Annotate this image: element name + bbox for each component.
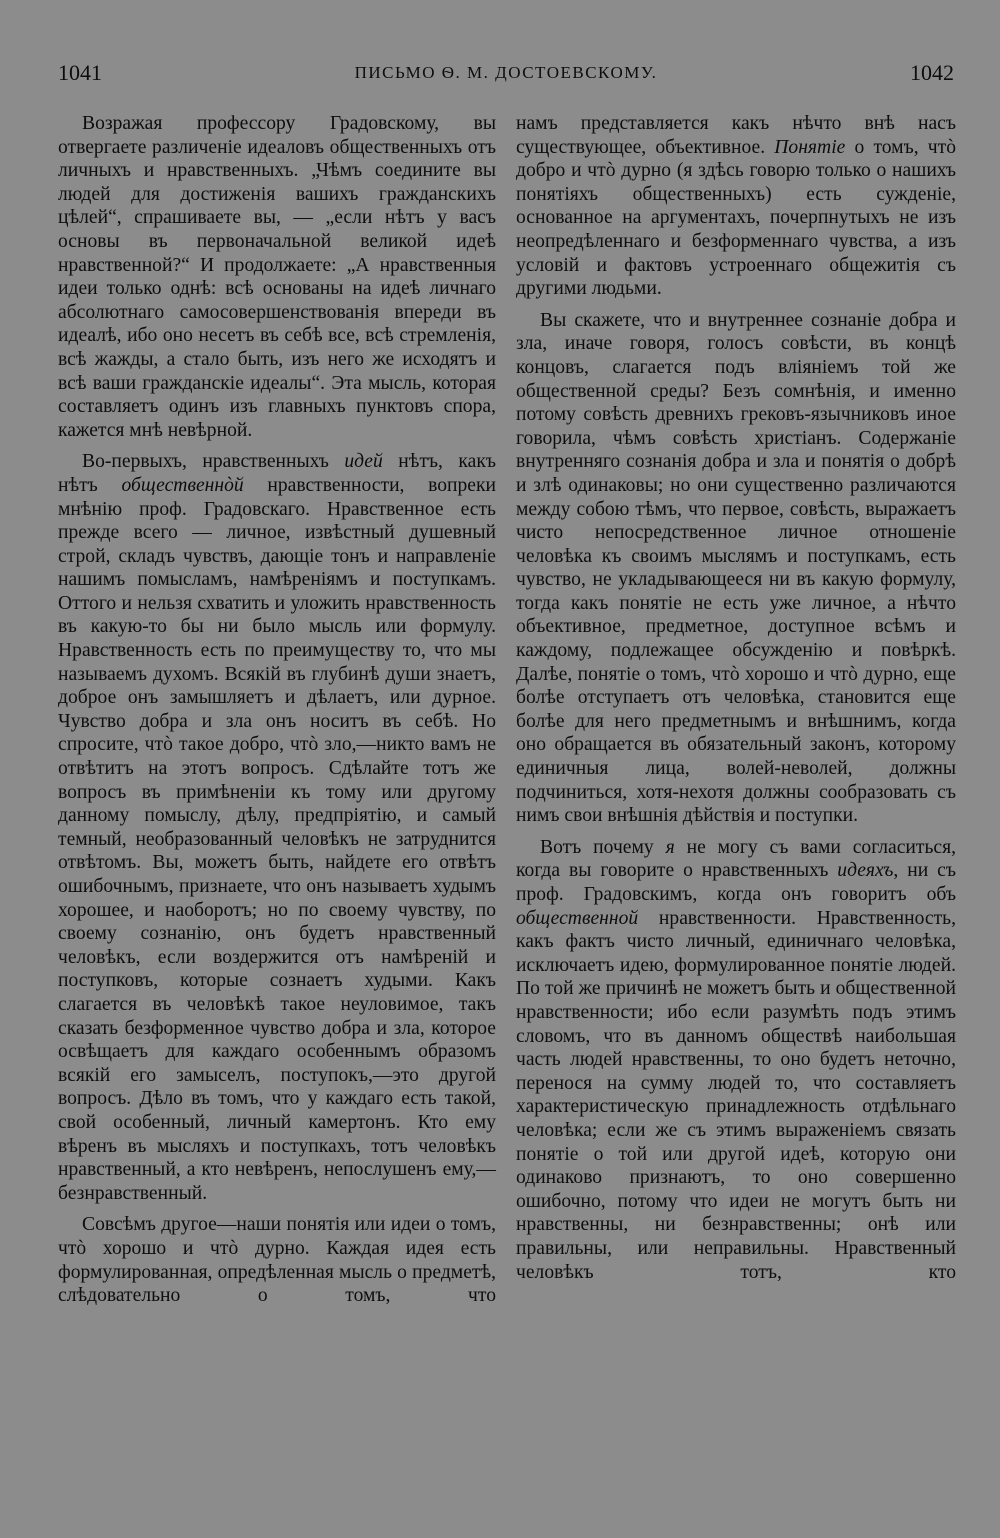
emphasis: идей [344, 451, 383, 473]
text-span: не могу съ вами согласиться, когда вы говорите о нравственныхъ [516, 836, 957, 882]
text-span: о томъ, чтò добро и чтò дурно (я здѣсь говорю только о нашихъ понятіяхъ общественныхъ) есть сужденіе, основанное на аргументахъ, почерпнутыхъ не изъ неопредѣленнаго и безформеннаго чувства, а изъ условій и фактовъ устроеннаго общежитія съ другими людьми. [516, 136, 956, 300]
paragraph: Вы скажете, что и внутреннее сознаніе добра и зла, иначе говоря, голосъ совѣсти, въ концѣ концовъ, слагается подъ вліяніемъ той же общественной среды? Безъ сомнѣнія, и именно потому совѣсть древнихъ грековъ-язычниковъ иное говорила, чѣмъ совѣсть христіанъ. Содержаніе внутренняго сознанія добра и зла и понятія о добрѣ и злѣ одинаковы; но они существенно различаются между собою тѣмъ, что первое, совѣсть, выражаетъ чисто непосредственное личное отношеніе человѣка къ своимъ мыслямъ и поступкамъ, есть чувство, не укладывающееся ни въ какую формулу, тогда какъ понятіе не есть уже личное, а нѣчто объективное, предметное, доступное всѣмъ и каждому, подлежащее обсужденію и повѣркѣ. Далѣе, понятіе о томъ, чтò хорошо и чтò дурно, еще болѣе отступаетъ отъ человѣка, становится еще болѣе для него предметнымъ и внѣшнимъ, когда оно обращается въ обязательный законъ, которому единичныя лица, волей-неволей, должны подчиниться, хотя-нехотя должны сообразовать съ нимъ свои внѣшнія дѣйствія и поступки. [516, 309, 956, 827]
text-span: Во-первыхъ, нравственныхъ [82, 451, 345, 473]
text-span: , ни съ проф. Градовскимъ, когда онъ говоритъ объ [516, 860, 956, 905]
paragraph [516, 112, 956, 301]
text-span: Вотъ почему [540, 836, 666, 858]
page-number-left: 1041 [58, 60, 102, 85]
paragraph [58, 450, 496, 1205]
text-span: нравственности. Нравственность, какъ фактъ чисто личный, единичнаго человѣка, исключаетъ идею, формулированное понятіе людей. По той же причинѣ не можетъ быть и общественной нравственности; ибо если разумѣть подъ этимъ словомъ, что въ данномъ обществѣ наибольшая часть людей нравственны, то оно будетъ неточно, перенося на сумму людей то, что составляетъ характеристическую принадлежность отдѣльнаго человѣка; если же съ этимъ выраженіемъ связать понятіе о той или другой идеѣ, которую они одинаково признаютъ, то оно совершенно ошибочно, потому что идеи не могутъ быть ни нравственны, ни безнравственны; онѣ или правильны, или неправильны. Нравственный человѣкъ тотъ, кто [516, 907, 956, 1283]
paragraph [516, 836, 956, 1284]
right-column [516, 112, 956, 1284]
text-span: намъ представляется какъ нѣчто внѣ насъ существующее, объективное. [516, 113, 956, 158]
emphasis: я [665, 836, 675, 858]
emphasis: общественнòй [121, 474, 244, 496]
emphasis: Понятіе [774, 136, 846, 158]
emphasis: идеяхъ [837, 860, 894, 882]
emphasis: общественной [516, 907, 639, 929]
running-title: ПИСЬМО Ѳ. М. ДОСТОЕВСКОМУ. [354, 63, 658, 82]
paragraph: Совсѣмъ другое—наши понятія или идеи о томъ, чтò хорошо и чтò дурно. Каждая идея есть формулированная, опредѣленная мысль о предметѣ, слѣдовательно о томъ, что [58, 1214, 496, 1307]
page-number-right: 1042 [910, 60, 954, 85]
paragraph: Возражая профессору Градовскому, вы отвергаете различеніе идеаловъ общественныхъ отъ личныхъ и нравственныхъ. „Чѣмъ соедините вы людей для достиженія вашихъ гражданскихъ цѣлей“, спрашиваете вы, — „если нѣтъ у васъ основы въ первоначальной великой идеѣ нравственной?“ И продолжаете: „А нравственныя идеи только однѣ: всѣ основаны на идеѣ личнаго абсолютнаго самосовершенствованія впереди въ идеалѣ, ибо оно несетъ въ себѣ все, всѣ стремленія, всѣ жажды, а стало быть, изъ него же исходятъ и всѣ ваши гражданскіе идеалы“. Эта мысль, которая составляетъ одинъ изъ главныхъ пунктовъ спора, кажется мнѣ невѣрной. [58, 113, 496, 441]
page-header [58, 60, 954, 92]
left-column [58, 112, 496, 1308]
text-span: нравственности, вопреки мнѣнію проф. Градовскаго. Нравственное есть прежде всего — личное, извѣстный душевный строй, складъ чувствъ, дающіе тонъ и направленіе нашимъ помысламъ, намѣреніямъ и поступкамъ. Оттого и нельзя схватить и уложить нравственность въ какую-то бы ни было мысль или формулу. Нравственность есть по преимуществу то, что мы называемъ духомъ. Всякій въ глубинѣ души знаетъ, доброе онъ замышляетъ и дѣлаетъ, или дурное. Чувство добра и зла онъ носитъ въ себѣ. Но спросите, чтò такое добро, чтò зло,—никто вамъ не отвѣтитъ на этотъ вопросъ. Сдѣлайте тотъ же вопросъ въ примѣненіи къ тому или другому данному помыслу, дѣлу, предпріятію, и самый темный, необразованный человѣкъ не затруднится отвѣтомъ. Вы, можетъ быть, найдете его отвѣтъ ошибочнымъ, признаете, что онъ называетъ худымъ хорошее, и наоборотъ; но по своему чувству, по своему сознанію, онъ будетъ нравственный человѣкъ, если воздержится отъ намѣреній и поступковъ, которые сознаетъ худыми. Какъ слагается въ человѣкѣ такое неуловимое, такъ сказать безформенное чувство добра и зла, которое освѣщаетъ для каждаго особеннымъ образомъ всякій его замыселъ, поступокъ,—это другой вопросъ. Дѣло въ томъ, что у каждаго есть такой, свой особенный, личный камертонъ. Кто ему вѣренъ въ мысляхъ и поступкахъ, тотъ человѣкъ нравственный, а кто невѣренъ, непослушенъ ему,—безнравственный. [58, 474, 497, 1204]
text-span: нѣтъ, какъ нѣтъ [58, 451, 496, 496]
